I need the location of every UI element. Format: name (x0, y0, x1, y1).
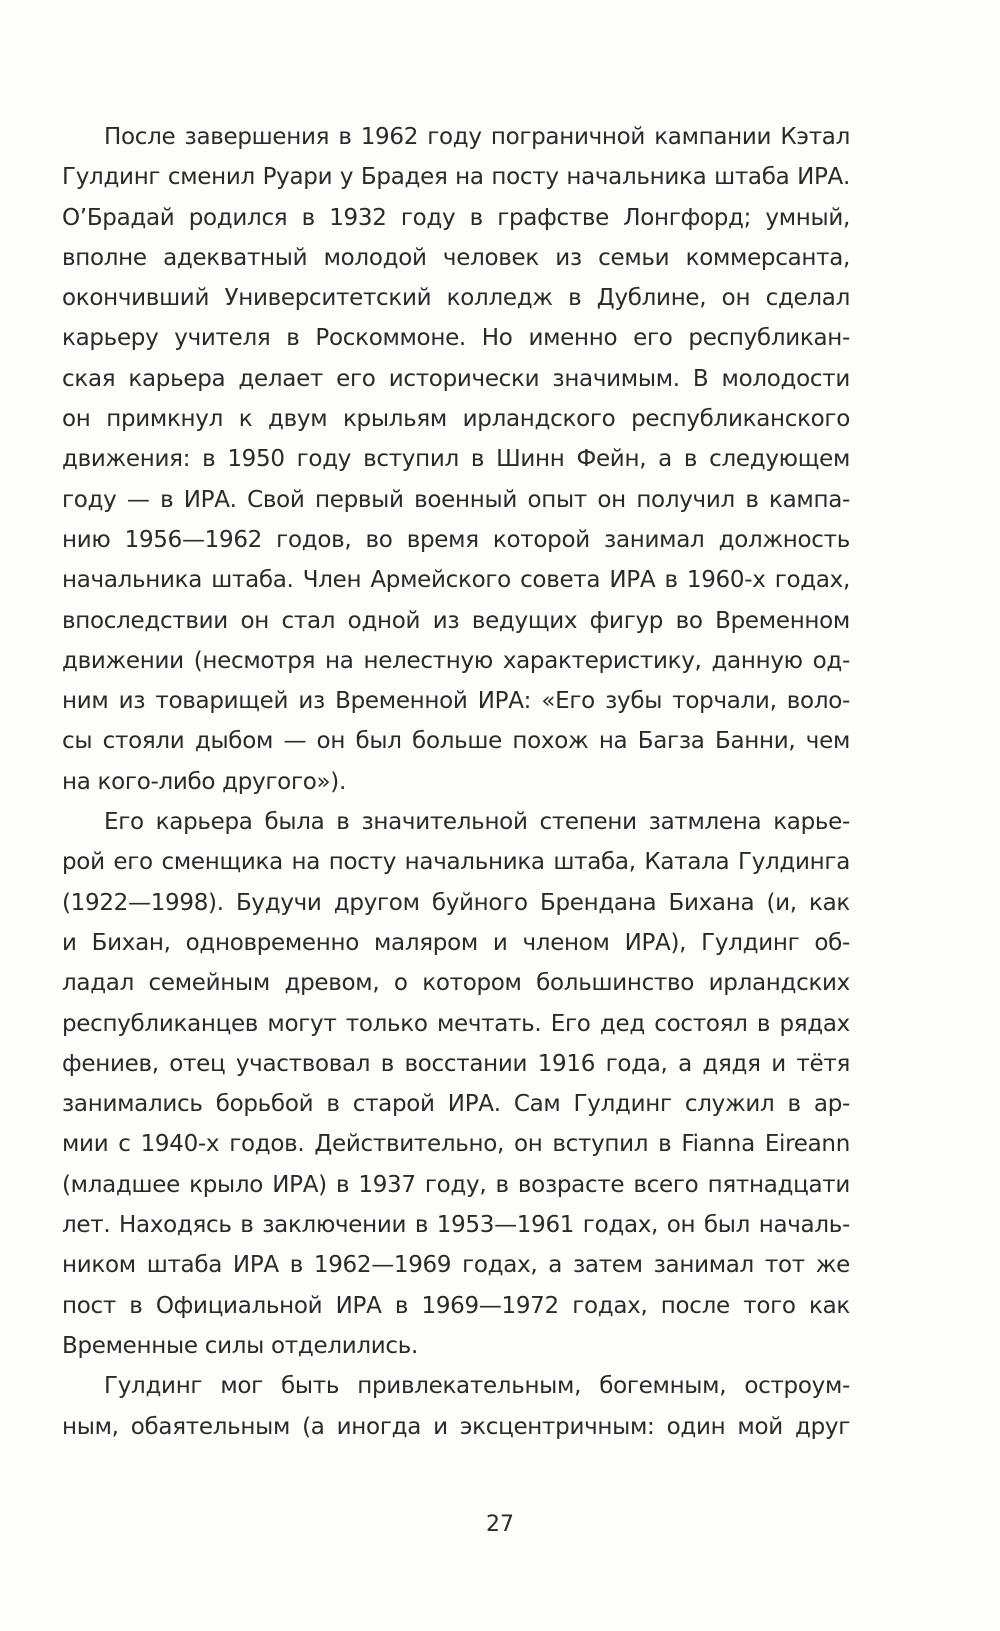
text-line: он примкнул к двум крыльям ирландского республиканского (62, 406, 850, 433)
text-line: карьеру учителя в Роскоммоне. Но именно его республикан- (62, 325, 850, 352)
text-line: ская карьера делает его исторически значимым. В молодости (62, 365, 850, 392)
text-line: Гулдинг сменил Руари у Брадея на посту начальника штаба ИРА. (62, 164, 850, 191)
text-line: впоследствии он стал одной из ведущих фигур во Временном (62, 607, 850, 634)
text-line: Его карьера была в значительной степени затмлена карье- (104, 809, 850, 836)
paragraph-1 (62, 117, 850, 802)
paragraph-2 (62, 802, 850, 1366)
text-line: Временные силы отделились. (62, 1332, 419, 1359)
text-line: О’Брадай родился в 1932 году в графстве Лонгфорд; умный, (62, 204, 850, 231)
text-line: на кого-либо другого»). (62, 768, 346, 795)
text-line: республиканцев могут только мечтать. Его дед состоял в рядах (62, 1010, 850, 1037)
text-line: ником штаба ИРА в 1962—1969 годах, а затем занимал тот же (62, 1252, 850, 1279)
text-line: движения: в 1950 году вступил в Шинн Фейн, а в следующем (62, 446, 850, 473)
text-line: движении (несмотря на нелестную характеристику, данную од- (62, 647, 850, 674)
text-line: пост в Официальной ИРА в 1969—1972 годах, после того как (62, 1292, 850, 1319)
text-line: году — в ИРА. Свой первый военный опыт он получил в кампа- (62, 486, 850, 513)
paragraph-3 (62, 1366, 850, 1447)
text-line: ным, обаятельным (а иногда и эксцентричным: один мой друг (62, 1413, 850, 1440)
text-line: Гулдинг мог быть привлекательным, богемным, остроум- (104, 1373, 850, 1400)
text-line: мии с 1940-х годов. Действительно, он вступил в Fianna Eireann (62, 1131, 850, 1158)
text-line: окончивший Университетский колледж в Дублине, он сделал (62, 285, 850, 312)
text-line: лет. Находясь в заключении в 1953—1961 годах, он был началь- (62, 1212, 850, 1239)
text-line: рой его сменщика на посту начальника штаба, Катала Гулдинга (62, 849, 850, 876)
text-line: (младшее крыло ИРА) в 1937 году, в возрасте всего пятнадцати (62, 1171, 850, 1198)
text-line: После завершения в 1962 году пограничной кампании Кэтал (104, 124, 850, 150)
text-line: нию 1956—1962 годов, во время которой занимал должность (62, 526, 850, 553)
text-line: (1922—1998). Будучи другом буйного Брендана Бихана (и, как (62, 889, 850, 916)
text-line: сы стояли дыбом — он был больше похож на Багза Банни, чем (62, 728, 850, 755)
text-line: фениев, отец участвовал в восстании 1916 года, а дядя и тётя (62, 1050, 850, 1077)
text-line: и Бихан, одновременно маляром и членом ИРА), Гулдинг об- (62, 929, 850, 956)
text-line: занимались борьбой в старой ИРА. Сам Гулдинг служил в ар- (62, 1091, 850, 1118)
text-line: ладал семейным древом, о котором большинство ирландских (62, 970, 850, 997)
page-number: 27 (486, 1512, 514, 1537)
body-text (62, 117, 850, 1447)
text-line: начальника штаба. Член Армейского совета ИРА в 1960-х годах, (62, 567, 850, 594)
text-line: вполне адекватный молодой человек из семьи коммерсанта, (62, 244, 850, 271)
text-line: ним из товарищей из Временной ИРА: «Его зубы торчали, воло- (62, 688, 850, 715)
